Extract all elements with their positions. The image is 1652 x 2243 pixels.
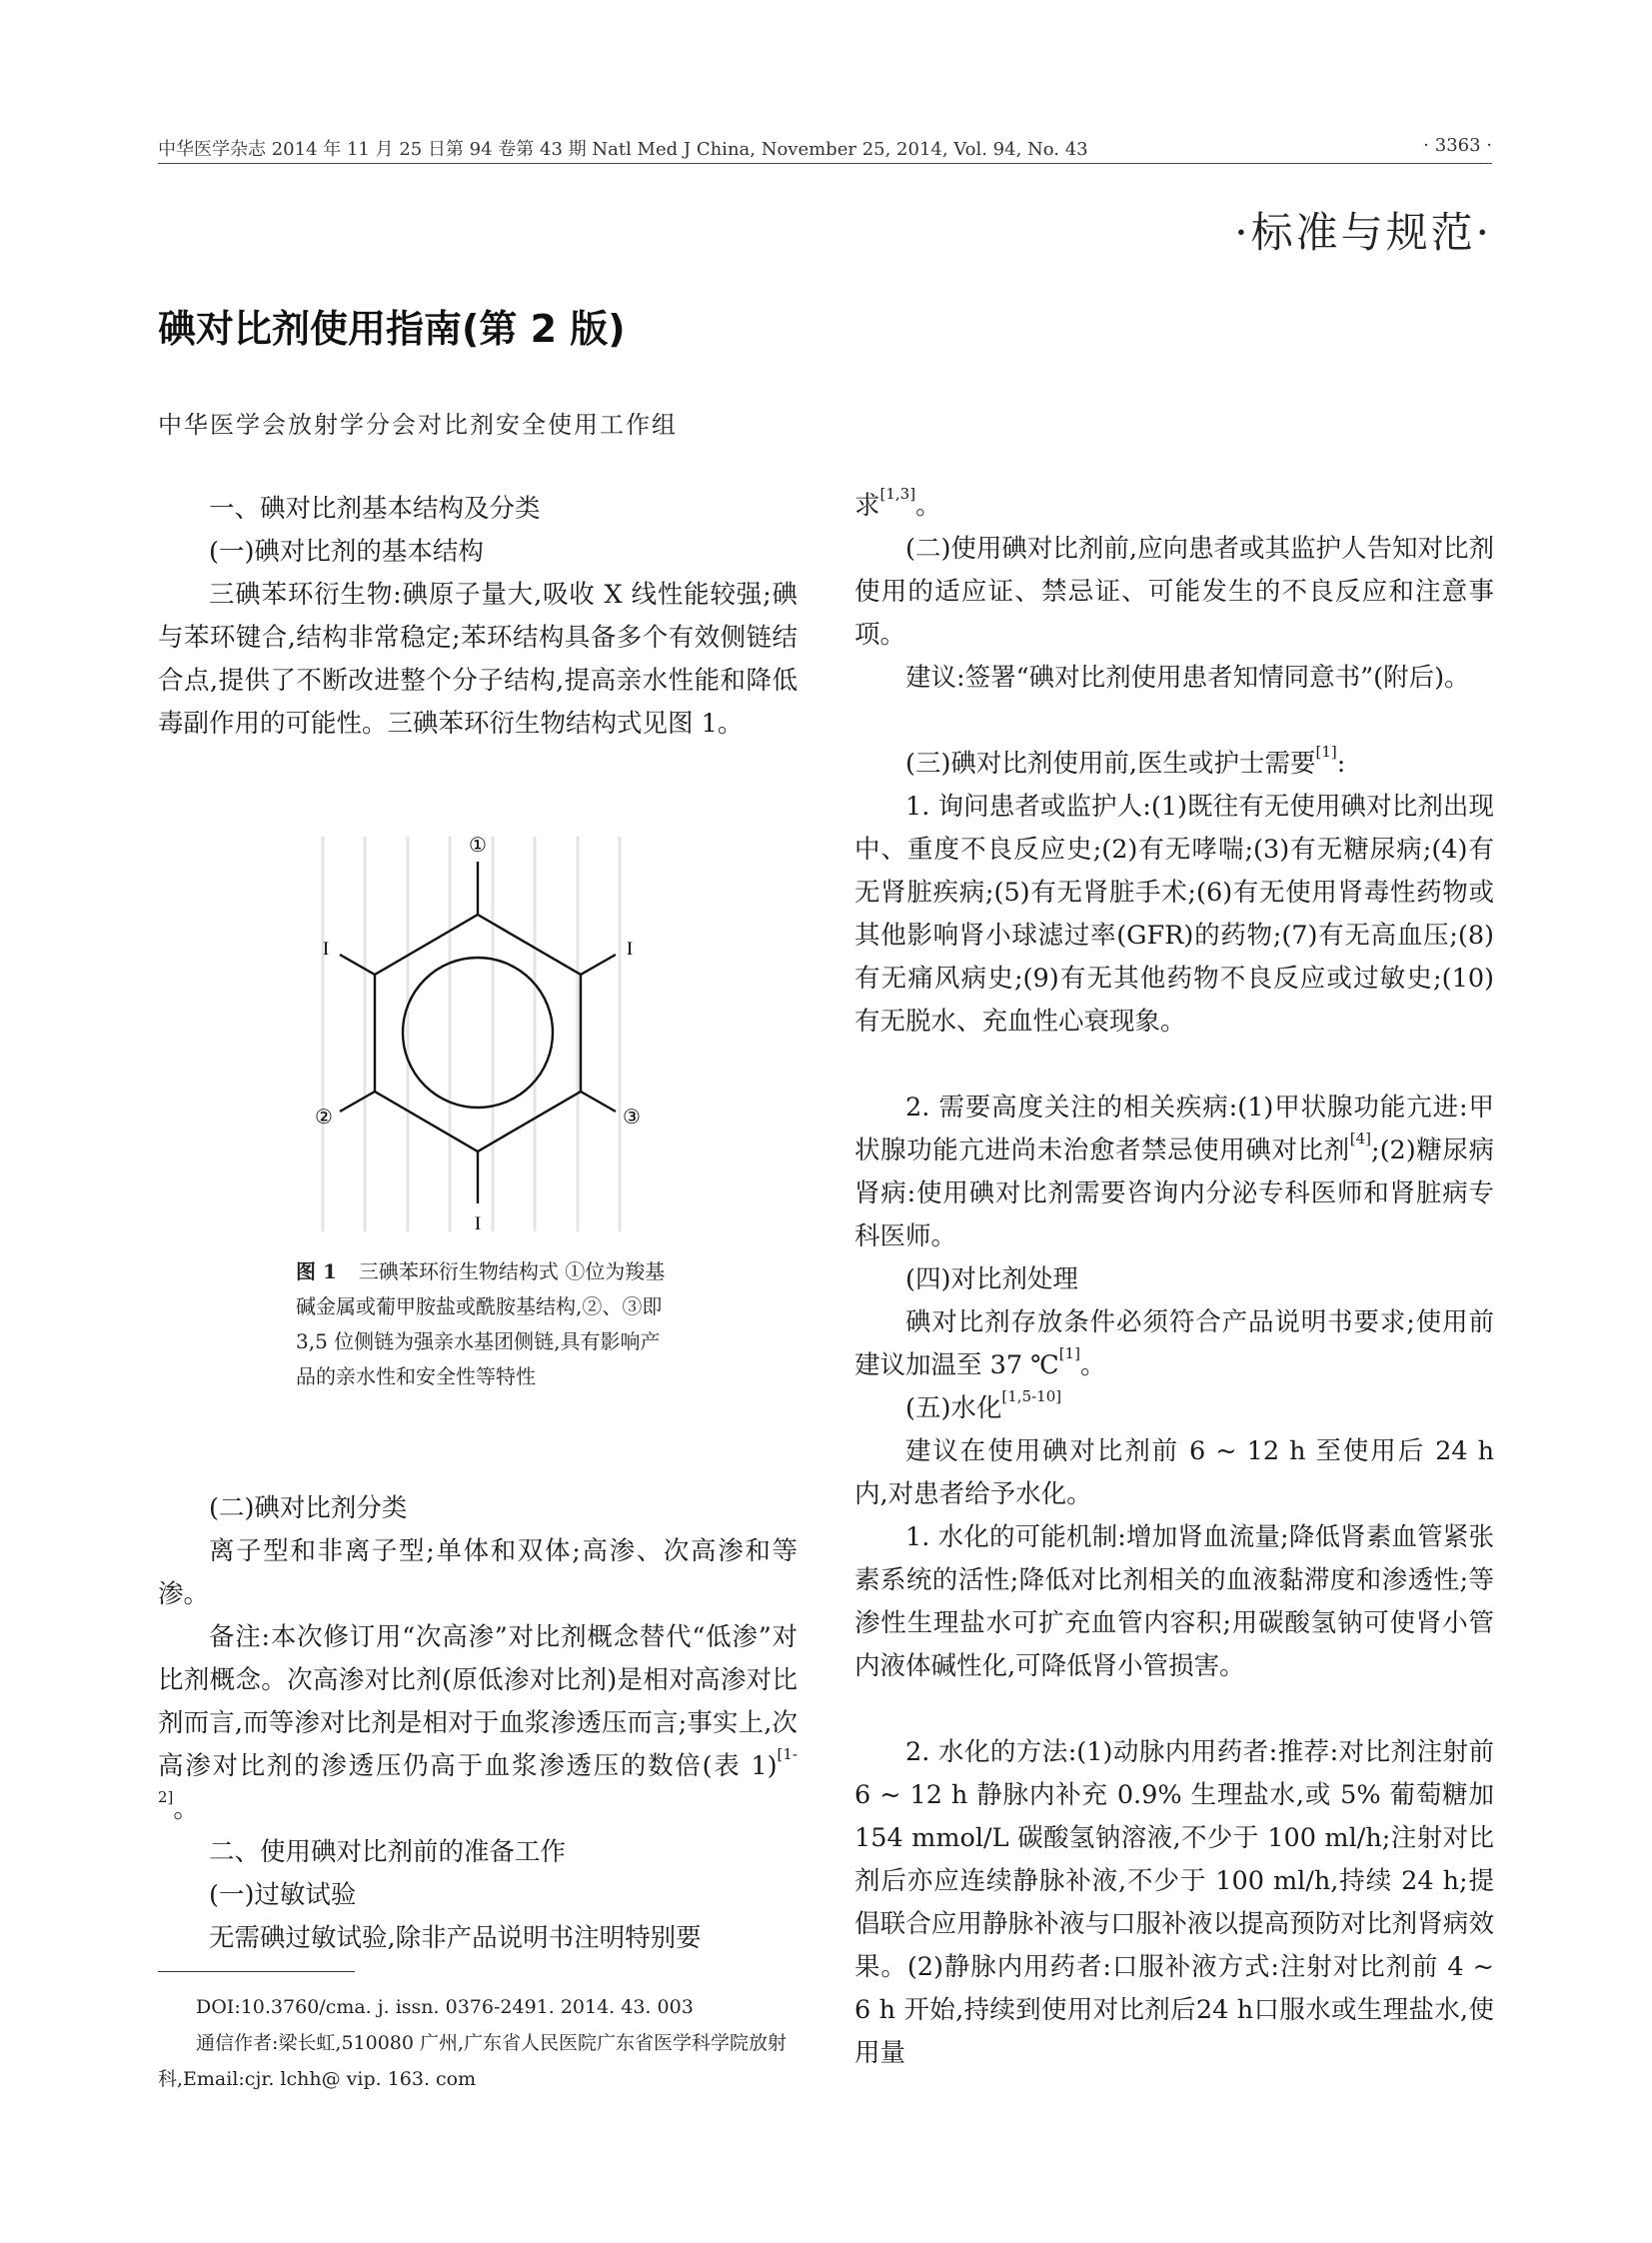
- citation-ref: [1]: [1315, 743, 1337, 761]
- subheading-2-5: [854, 1387, 1494, 1430]
- storage-text: 碘对比剂存放条件必须符合产品说明书要求;使用前建议加温至 37 ℃: [854, 1307, 1494, 1380]
- paragraph-structure: 三碘苯环衍生物:碘原子量大,吸收 X 线性能较强;碘与苯环键合,结构非常稳定;苯环结构具备多个有效侧链结合点,提供了不断改进整个分子结构,提高亲水性能和降低毒副作用的可能性。三碘苯环衍生物结构式见图 1。: [158, 580, 798, 739]
- substituent-label-3: ③: [623, 1105, 641, 1128]
- continued-text: 求: [854, 491, 880, 521]
- note-text: 备注:本次修订用“次高渗”对比剂概念替代“低渗”对比剂概念。次高渗对比剂(原低渗对比剂)是相对高渗对比剂而言,而等渗对比剂是相对于血浆渗透压而言;事实上,次高渗对比剂的渗透压仍高于血浆渗透压的数倍(表 1): [158, 1622, 798, 1781]
- iodine-label-bottom: I: [474, 1213, 482, 1234]
- page-number: · 3363 ·: [1423, 135, 1492, 156]
- heading-2: 二、使用碘对比剂前的准备工作: [209, 1837, 567, 1867]
- subheading-text: (三)碘对比剂使用前,医生或护士需要: [905, 749, 1316, 779]
- citation-ref: [1]: [1058, 1344, 1080, 1362]
- footnote-rule: [158, 1971, 355, 1972]
- storage-end: 。: [1079, 1350, 1106, 1380]
- header-rule: [158, 163, 1492, 164]
- subheading-1-1: (一)碘对比剂的基本结构: [209, 537, 484, 567]
- iodine-label-left: I: [322, 939, 330, 960]
- figure-1: [158, 812, 798, 1251]
- paragraph-hydration-advice: 建议在使用碘对比剂前 6 ~ 12 h 至使用后 24 h 内,对患者给予水化。: [854, 1436, 1494, 1509]
- paragraph-allergy-test: 无需碘过敏试验,除非产品说明书注明特别要: [209, 1923, 702, 1953]
- hydration-heading: (五)水化: [905, 1393, 1002, 1423]
- paragraph-hydration-mechanism: 1. 水化的可能机制:增加肾血流量;降低肾素血管紧张素系统的活性;降低对比剂相关的血液黏滞度和渗透性;等渗性生理盐水可扩充血管内容积;用碳酸氢钠可使肾小管内液体碱性化,可降低肾小管损害。: [854, 1522, 1494, 1681]
- article-authors: 中华医学会放射学分会对比剂安全使用工作组: [158, 411, 678, 439]
- paragraph-storage: [854, 1301, 1494, 1387]
- footnote-doi: DOI:10.3760/cma. j. issn. 0376-2491. 2014. 43. 003: [196, 1996, 694, 2018]
- citation-ref: [1,5-10]: [1001, 1387, 1062, 1405]
- subheading-end: :: [1336, 749, 1346, 779]
- subheading-2-3: [854, 743, 1494, 786]
- paragraph-hydration-method: 2. 水化的方法:(1)动脉内用药者:推荐:对比剂注射前 6 ~ 12 h 静脉内补充 0.9% 生理盐水,或 5% 葡萄糖加 154 mmol/L 碳酸氢钠溶液,不少于 100 ml/h;注射对比剂后亦应连续静脉补液,不少于 100 ml/h,持续 24 h;提倡联合应用静脉补液与口服补液以提高预防对比剂肾病效果。(2)静脉内用药者:口服补液方式:注射对比剂前 4 ~ 6 h 开始,持续到使用对比剂后24 h口服水或生理盐水,使用量: [854, 1737, 1494, 2068]
- journal-citation: 中华医学杂志 2014 年 11 月 25 日第 94 卷第 43 期 Natl Med J China, November 25, 2014, Vol. 94, No. 43: [158, 139, 1088, 160]
- note-end: 。: [173, 1794, 199, 1824]
- paragraph-classification: 离子型和非离子型;单体和双体;高渗、次高渗和等渗。: [158, 1536, 798, 1609]
- iodine-label-right: I: [626, 939, 634, 960]
- citation-ref: [1-2]: [158, 1745, 798, 1806]
- paragraph-inquiry: 1. 询问患者或监护人:(1)既往有无使用碘对比剂出现中、重度不良反应史;(2)有无哮喘;(3)有无糖尿病;(4)有无肾脏疾病;(5)有无肾脏手术;(6)有无使用肾毒性药物或其他影响肾小球滤过率(GFR)的药物;(7)有无高血压;(8)有无痛风病史;(9)有无其他药物不良反应或过敏史;(10)有无脱水、充血性心衰现象。: [854, 792, 1494, 1037]
- paragraph-consent: 建议:签署“碘对比剂使用患者知情同意书”(附后)。: [905, 663, 1470, 693]
- figure-1-label: 图 1: [296, 1259, 337, 1283]
- substituent-label-1: ①: [469, 833, 487, 857]
- subheading-2-4: (四)对比剂处理: [905, 1264, 1078, 1294]
- heading-1: 一、碘对比剂基本结构及分类: [209, 494, 541, 524]
- subheading-2-1: (一)过敏试验: [209, 1880, 357, 1910]
- section-label: ·标准与规范·: [1234, 208, 1492, 257]
- figure-1-caption-text: 三碘苯环衍生物结构式 ①位为羧基碱金属或葡甲胺盐或酰胺基结构,②、③即 3,5 位侧链为强亲水基团侧链,具有影响产品的亲水性和安全性等特性: [296, 1259, 666, 1388]
- article-title: 碘对比剂使用指南(第 2 版): [158, 307, 626, 351]
- subheading-1-2: (二)碘对比剂分类: [209, 1493, 408, 1523]
- substituent-label-2: ②: [315, 1105, 333, 1128]
- benzene-structure-diagram: [158, 812, 798, 1251]
- paragraph-related-diseases: [854, 1087, 1494, 1258]
- paragraph-inform: (二)使用碘对比剂前,应向患者或其监护人告知对比剂使用的适应证、禁忌证、可能发生的不良反应和注意事项。: [854, 534, 1495, 650]
- citation-ref: [1,3]: [879, 485, 916, 503]
- paragraph-continued: [854, 485, 1494, 528]
- diseases-text: 2. 需要高度关注的相关疾病:(1)甲状腺功能亢进:甲状腺功能亢进尚未治愈者禁忌使用碘对比剂: [854, 1093, 1494, 1165]
- continued-end: 。: [915, 491, 941, 521]
- running-header: [158, 135, 1492, 165]
- footnote-author: 通信作者:梁长虹,510080 广州,广东省人民医院广东省医学科学院放射科,Email:cjr. lchh@ vip. 163. com: [158, 2032, 788, 2090]
- paragraph-note: [158, 1616, 798, 1831]
- diseases-text-cont: ;(2)糖尿病肾病:使用碘对比剂需要咨询内分泌专科医师和肾脏病专科医师。: [854, 1135, 1494, 1251]
- figure-1-caption: [296, 1254, 676, 1394]
- citation-ref: [4]: [1349, 1129, 1371, 1147]
